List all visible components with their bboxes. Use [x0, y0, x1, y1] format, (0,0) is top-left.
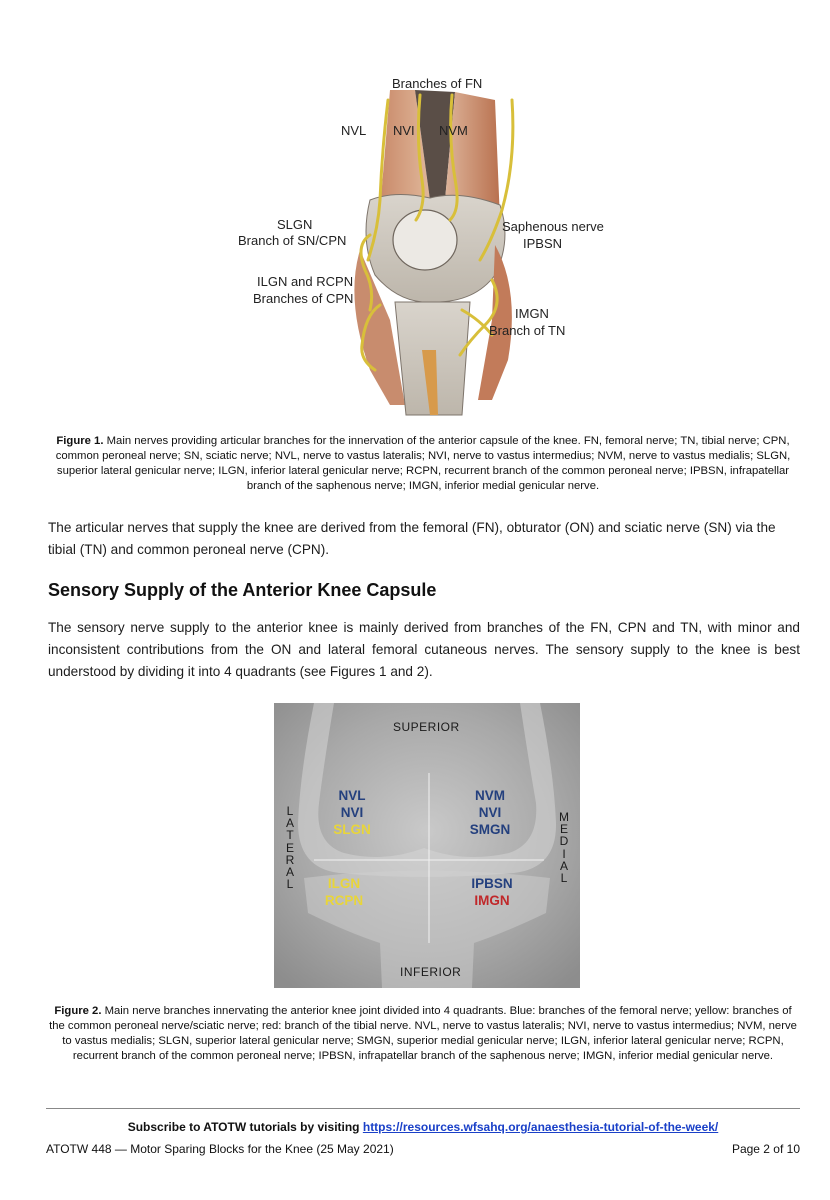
subscribe-prefix: Subscribe to ATOTW tutorials by visiting [127, 1120, 363, 1134]
lateral-letter: L [286, 877, 294, 892]
lateral-letter: T [286, 828, 294, 843]
nerve-label: NVI [478, 805, 502, 820]
intro-paragraph: The articular nerves that supply the knee are derived from the femoral (FN), obturator (ON) and sciatic nerve (SN) via the tibial (TN) and common peroneal nerve (CPN). [48, 520, 776, 557]
figure-2-caption-text: Main nerve branches innervating the anterior knee joint divided into 4 quadrants. Blue: branches of the femoral nerve; yellow: branches of the common peroneal nerve/sciatic nerve; red: branch of the tibial nerve. NVL, nerve to vastus lateralis; NVI, nerve to vastus intermedius; NVM, nerve to vastus medialis; SLGN, superior lateral genicular nerve; SMGN, superior medial genicular nerve; ILGN, inferior lateral genicular nerve; RCPN, recurrent branch of the common peroneal nerve; IPBSN, infrapatellar branch of the saphenous nerve; IMGN, inferior medial genicular nerve. [49, 1005, 797, 1062]
medial-letter: E [559, 822, 568, 837]
label-saphenous: Saphenous nerve [502, 219, 604, 234]
lateral-letter: A [285, 865, 294, 880]
figure-1-caption [46, 434, 800, 494]
label-slgn-sub: Branch of SN/CPN [238, 233, 347, 248]
quadrant-upper-left [322, 787, 382, 838]
nerve-label: NVI [340, 805, 364, 820]
quadrant-lower-left [314, 875, 374, 909]
nerve-label: NVM [475, 788, 505, 803]
knee-xray [274, 703, 580, 988]
label-branches-of-fn: Branches of FN [392, 76, 483, 91]
medial-letter: D [559, 834, 569, 849]
figure-2-caption-label: Figure 2. [54, 1005, 102, 1017]
label-ilgn-sub: Branches of CPN [253, 291, 354, 306]
label-inferior: INFERIOR [400, 965, 462, 979]
label-nvm: NVM [439, 123, 468, 138]
nerve-label: IPBSN [471, 876, 513, 891]
lateral-letter: A [285, 816, 294, 831]
subscribe-link[interactable]: https://resources.wfsahq.org/anaesthesia-tutorial-of-the-week/ [362, 1120, 719, 1134]
nerve-label: SLGN [333, 822, 371, 837]
figure-1-caption-text: Main nerves providing articular branches for the innervation of the anterior capsule of the knee. FN, femoral nerve; TN, tibial nerve; CPN, common peroneal nerve; SN, sciatic nerve; NVL, nerve to vastus lateralis; NVI, nerve to vastus intermedius; NVM, nerve to vastus medialis; SLGN, superior lateral genicular nerve; ILGN, inferior lateral genicular nerve; RCPN, recurrent branch of the common peroneal nerve; IPBSN, infrapatellar branch of the saphenous nerve; IMGN, inferior medial genicular nerve. [55, 435, 791, 492]
quadrant-lower-right [462, 875, 522, 909]
figure-2 [274, 703, 580, 988]
medial-letter: I [562, 846, 566, 861]
figure-2-caption [46, 1004, 800, 1064]
section-paragraph: The sensory nerve supply to the anterior knee is mainly derived from branches of the FN, CPN and TN, with minor and inconsistent contributions from the ON and lateral femoral cutaneous nerves. The sensory supply to the knee is best understood by dividing it into 4 quadrants (see Figures 1 and 2). [48, 620, 800, 679]
label-superior: SUPERIOR [393, 720, 460, 734]
subscribe-line [46, 1120, 800, 1134]
label-medial [558, 811, 570, 884]
lateral-letter: E [285, 840, 294, 855]
figure-1 [230, 70, 610, 425]
medial-letter: L [560, 871, 568, 886]
medial-letter: A [559, 858, 568, 873]
nerve-label: RCPN [324, 893, 364, 908]
footer-divider [46, 1108, 800, 1109]
quadrant-upper-right [460, 787, 520, 838]
nerve-label: IMGN [474, 893, 510, 908]
label-nvl: NVL [341, 123, 367, 138]
section-heading: Sensory Supply of the Anterior Knee Capsule [48, 580, 437, 600]
footer-document-title: ATOTW 448 — Motor Sparing Blocks for the Knee (25 May 2021) [46, 1142, 394, 1156]
label-ipbsn: IPBSN [523, 236, 563, 251]
label-slgn: SLGN [277, 217, 313, 232]
nerve-label: NVL [338, 788, 366, 803]
nerve-label: SMGN [469, 822, 511, 837]
label-ilgn: ILGN and RCPN [257, 274, 354, 289]
footer-page-number: Page 2 of 10 [731, 1142, 800, 1156]
figure-1-caption-label: Figure 1. [56, 435, 104, 447]
label-nvi: NVI [393, 123, 415, 138]
label-imgn-sub: Branch of TN [489, 323, 566, 338]
medial-letter: M [559, 810, 569, 824]
label-imgn: IMGN [515, 306, 549, 321]
nerve-label: ILGN [327, 876, 361, 891]
label-lateral [284, 805, 296, 890]
lateral-letter: L [286, 804, 294, 818]
lateral-letter: R [285, 852, 295, 867]
